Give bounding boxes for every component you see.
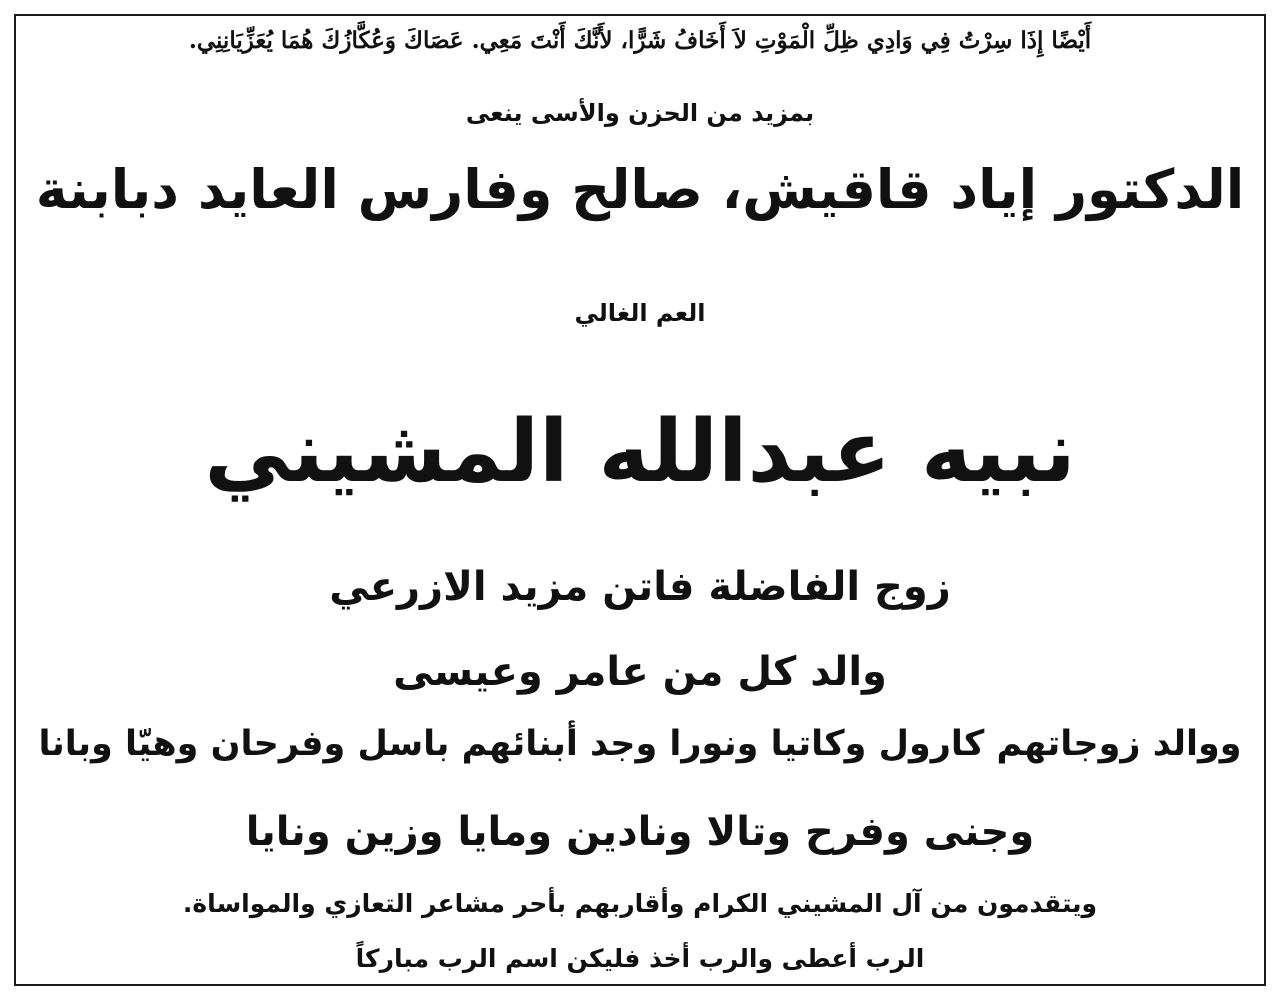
- blessing-line: الرب أعطى والرب أخذ فليكن اسم الرب مباركاً: [355, 944, 925, 973]
- detail-line-children: والد كل من عامر وعيسى: [393, 649, 887, 695]
- scripture-verse: أَيْضًا إِذَا سِرْتُ فِي وَادِي ظِلِّ الْمَوْتِ لاَ أَخَافُ شَرًّا، لأَنَّكَ أَنْتَ مَعِي. عَصَاكَ وَعُكَّازُكَ هُمَا يُعَزِّيَانِنِي.: [188, 27, 1092, 54]
- detail-line-grandchildren: ووالد زوجاتهم كارول وكاتيا ونورا وجد أبنائهم باسل وفرحان وهيّا وبانا: [38, 724, 1242, 764]
- detail-line-grandchildren-cont: وجنى وفرح وتالا ونادين ومايا وزين ونايا: [245, 809, 1035, 855]
- announcers-names: الدكتور إياد قاقيش، صالح وفارس العايد دبابنة: [35, 158, 1245, 221]
- deceased-name: نبيه عبدالله المشيني: [204, 402, 1076, 502]
- intro-line: بمزيد من الحزن والأسى ينعى: [465, 99, 815, 127]
- relation-line: العم الغالي: [574, 299, 706, 327]
- condolence-line: ويتقدمون من آل المشيني الكرام وأقاربهم بأحر مشاعر التعازي والمواساة.: [182, 889, 1098, 918]
- detail-line-spouse: زوج الفاضلة فاتن مزيد الازرعي: [329, 564, 951, 610]
